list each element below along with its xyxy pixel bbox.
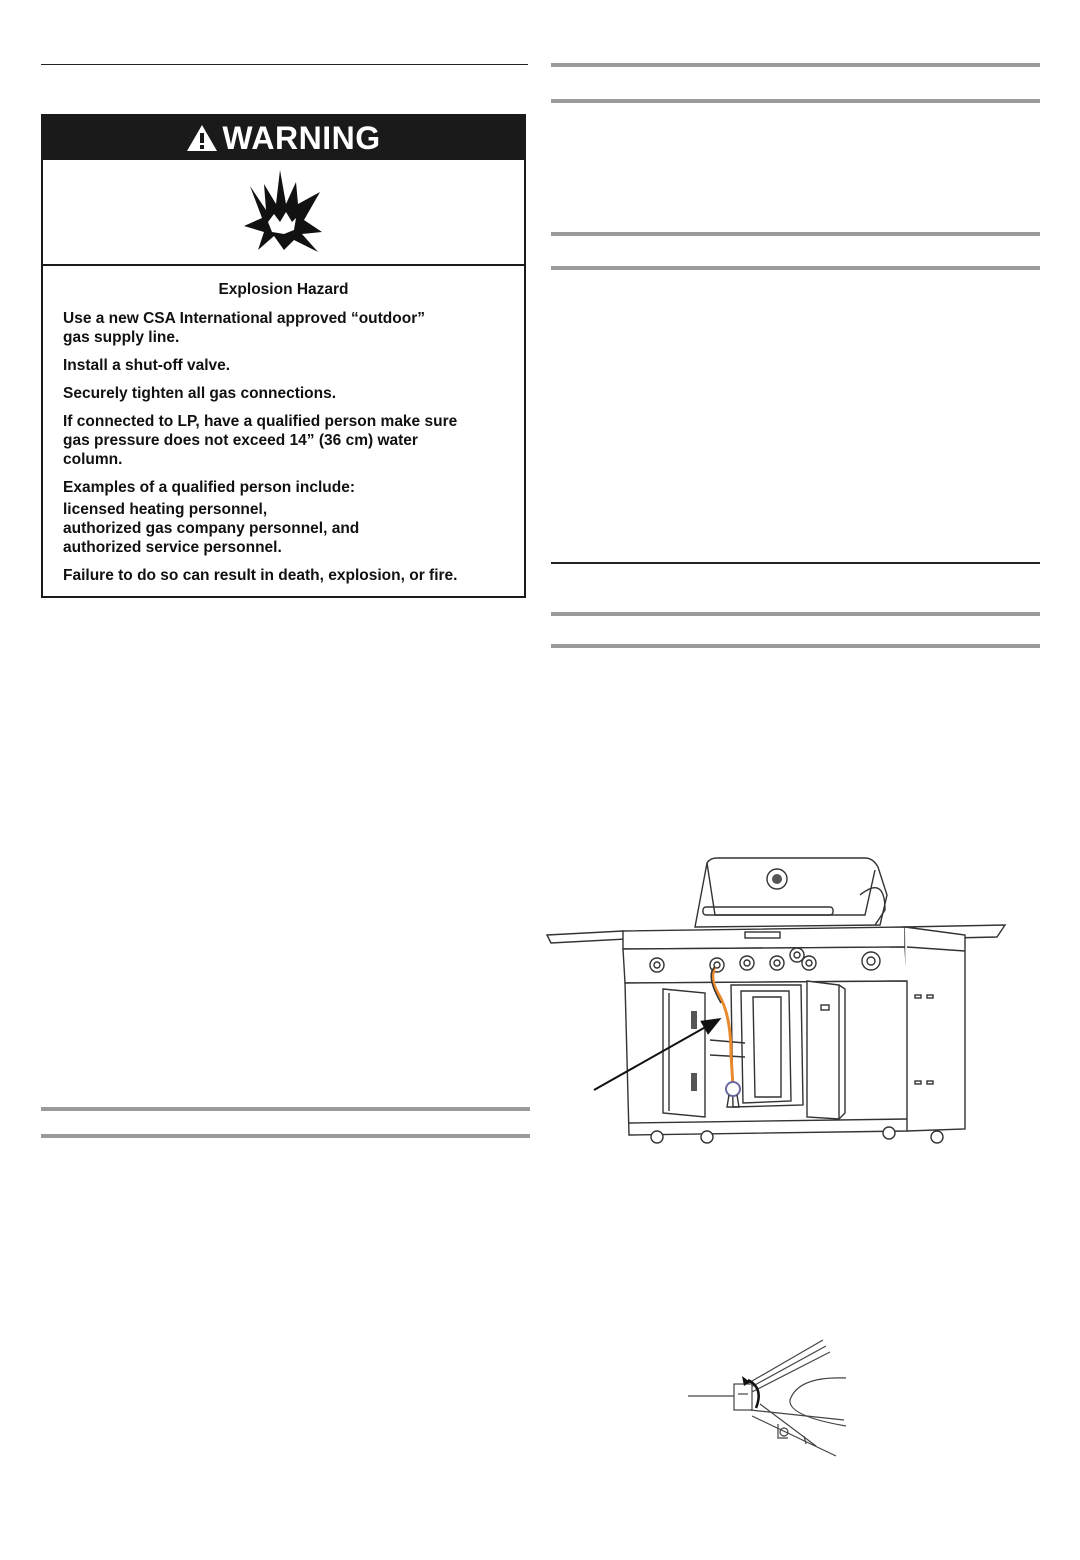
warning-line-failure: Failure to do so can result in death, explosion, or fire. (63, 567, 458, 584)
left-top-rule (41, 64, 528, 65)
hinge-detail-illustration (688, 1338, 846, 1462)
warning-line-pressure: If connected to LP, have a qualified person make sure gas pressure does not exceed 14” (36 cm) water column. (63, 413, 458, 468)
hazard-title: Explosion Hazard (218, 281, 349, 298)
left-section-rule-2 (41, 1134, 530, 1138)
warning-line-personnel: licensed heating personnel, authorized gas company personnel, and authorized service personnel. (63, 501, 360, 556)
left-section-rule-1 (41, 1107, 530, 1111)
right-section-rule-3 (551, 232, 1040, 236)
right-section-rule-2 (551, 99, 1040, 103)
warning-triangle-icon (186, 124, 218, 152)
warning-line-valve: Install a shut-off valve. (63, 357, 231, 374)
warning-line-examples: Examples of a qualified person include: (63, 479, 355, 496)
grill-cart-illustration (545, 855, 1007, 1147)
warning-line-supply: Use a new CSA International approved “outdoor” gas supply line. (63, 310, 425, 346)
explosion-icon (244, 170, 324, 254)
warning-header-text: WARNING (222, 119, 381, 156)
right-section-rule-5 (551, 562, 1040, 564)
right-section-rule-7 (551, 644, 1040, 648)
hazard-symbol-area (43, 160, 524, 266)
warning-box (41, 114, 526, 598)
right-section-rule-1 (551, 63, 1040, 67)
warning-line-tighten: Securely tighten all gas connections. (63, 385, 337, 402)
right-section-rule-6 (551, 612, 1040, 616)
warning-header (43, 116, 524, 160)
right-section-rule-4 (551, 266, 1040, 270)
warning-body (43, 266, 524, 585)
